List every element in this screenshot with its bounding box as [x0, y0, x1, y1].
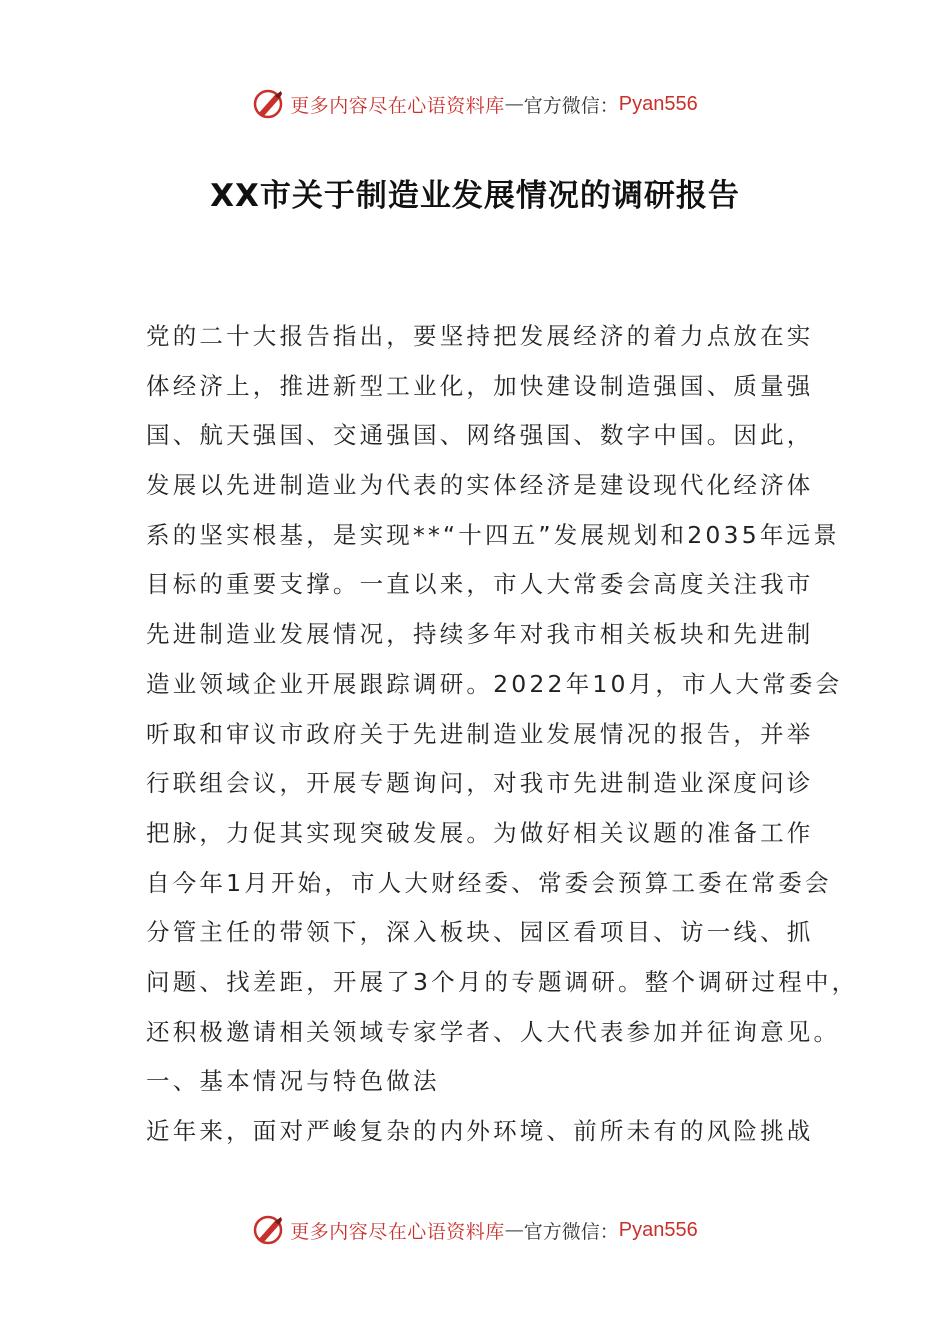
watermark-banner-top	[0, 84, 950, 124]
body-line: 先进制造业发展情况，持续多年对我市相关板块和先进制	[146, 620, 814, 649]
body-line: 听取和审议市政府关于先进制造业发展情况的报告，并举	[146, 719, 814, 748]
body-line: 自今年1月开始，市人大财经委、常委会预算工委在常委会	[146, 868, 832, 897]
watermark-wechat-id: Pyan556	[618, 1218, 698, 1241]
document-body	[146, 312, 859, 1157]
body-line: 系的坚实根基，是实现**“十四五”发展规划和2035年远景	[146, 520, 840, 549]
body-line: 把脉，力促其实现突破发展。为做好相关议题的准备工作	[146, 818, 814, 847]
watermark-wechat-label: 官方微信：	[523, 1220, 619, 1243]
section-heading: 一、基本情况与特色做法	[146, 1067, 440, 1096]
body-line: 目标的重要支撑。一直以来，市人大常委会高度关注我市	[146, 570, 814, 599]
watermark-banner-bottom	[0, 1210, 950, 1250]
body-line: 体经济上，推进新型工业化，加快建设制造强国、质量强	[146, 371, 814, 400]
body-line: 发展以先进制造业为代表的实体经济是建设现代化经济体	[146, 471, 814, 500]
body-line: 行联组会议，开展专题询问，对我市先进制造业深度问诊	[146, 769, 814, 798]
pen-logo-icon	[252, 1213, 286, 1247]
pen-logo-icon	[252, 87, 286, 121]
body-line: 分管主任的带领下，深入板块、园区看项目、访一线、抓	[146, 918, 814, 947]
watermark-wechat-label: 官方微信：	[523, 94, 619, 117]
body-line: 还积极邀请相关领域专家学者、人大代表参加并征询意见。	[146, 1017, 841, 1046]
watermark-brand: 更多内容尽在心语资料库	[290, 94, 505, 117]
watermark-separator: —	[504, 93, 524, 115]
body-line: 近年来，面对严峻复杂的内外环境、前所未有的风险挑战	[146, 1117, 814, 1145]
watermark-separator: —	[504, 1219, 524, 1241]
document-title: XX市关于制造业发展情况的调研报告	[210, 178, 740, 214]
watermark-brand: 更多内容尽在心语资料库	[290, 1220, 505, 1243]
body-line: 问题、找差距，开展了3个月的专题调研。整个调研过程中，	[146, 967, 859, 996]
body-line: 造业领域企业开展跟踪调研。2022年10月，市人大常委会	[146, 669, 843, 698]
watermark-wechat-id: Pyan556	[618, 92, 698, 115]
body-line: 国、航天强国、交通强国、网络强国、数字中国。因此，	[146, 421, 814, 450]
body-line: 党的二十大报告指出，要坚持把发展经济的着力点放在实	[146, 322, 814, 350]
